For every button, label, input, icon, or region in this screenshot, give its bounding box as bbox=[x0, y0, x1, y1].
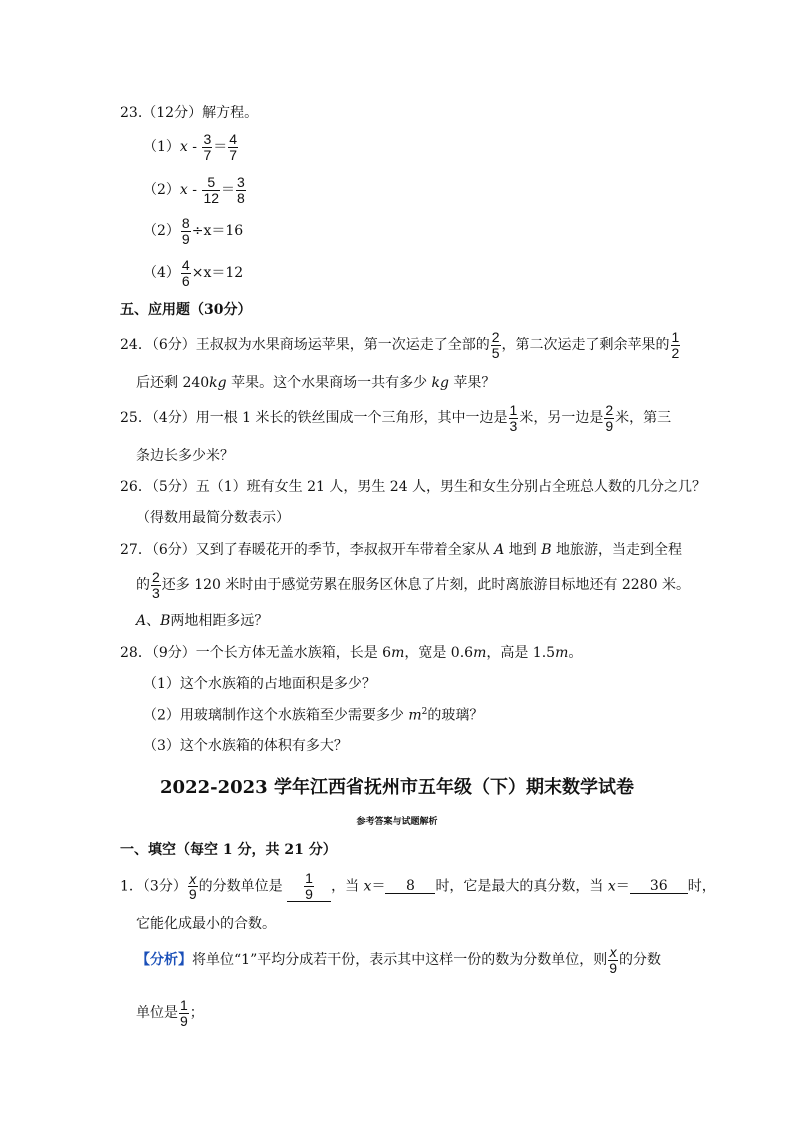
fraction: $\frac{x}{9}$ bbox=[188, 870, 197, 903]
equation-2: （2）x - $\frac{5}{12}$ ＝ $\frac{3}{8}$ bbox=[143, 174, 245, 206]
answer-blank: 36 bbox=[630, 879, 688, 894]
q27-line-3: A、B两地相距多远？ bbox=[136, 613, 269, 629]
answer-blank bbox=[287, 871, 331, 902]
equation-label: （1） bbox=[143, 139, 180, 156]
q24-line-1: 24．（6分）王叔叔为水果商场运苹果，第一次运走了全部的 $\frac{2}{5}$ ，第二次运走了剩余苹果的 $\frac{1}{2}$ bbox=[120, 329, 680, 361]
section-heading: 一、填空（每空 1 分，共 21 分） bbox=[120, 842, 337, 858]
answer-subtitle: 参考答案与试题解析 bbox=[356, 817, 438, 827]
variable-x: x bbox=[179, 182, 188, 199]
analysis-tag: 【分析】 bbox=[136, 952, 192, 969]
q25-line-2: 条边长多少米？ bbox=[136, 448, 234, 464]
variable-x: x bbox=[179, 139, 188, 156]
fraction: $\frac{4}{7}$ bbox=[229, 131, 238, 163]
section-heading: 五、应用题（30分） bbox=[120, 302, 252, 318]
q27-line-1: 27．（6分）又到了春暖花开的季节，李叔叔开车带着全家从 A 地到 B 地旅游，当走到全程 bbox=[120, 542, 682, 558]
q27-line-2: 的 $\frac{2}{3}$ 还多 120 米时由于感觉劳累在服务区休息了片刻，此时离旅游目标地还有 2280 米。 bbox=[136, 569, 690, 601]
fraction: $\frac{1}{9}$ bbox=[305, 870, 313, 902]
q24-line-2: 后还剩 240kg 苹果。这个水果商场一共有多少 kg 苹果？ bbox=[136, 375, 496, 391]
fraction: $\frac{2}{5}$ bbox=[491, 329, 500, 361]
equation-1: （1）x - $\frac{3}{7}$ ＝ $\frac{4}{7}$ bbox=[143, 131, 238, 163]
equation-label: （2） bbox=[143, 182, 180, 199]
answer-1-line-2: 它能化成最小的合数。 bbox=[136, 916, 276, 932]
fraction: $\frac{1}{3}$ bbox=[509, 402, 518, 434]
fraction: $\frac{1}{9}$ bbox=[180, 997, 188, 1029]
fraction: $\frac{2}{3}$ bbox=[152, 569, 160, 601]
q28-sub-3: （3）这个水族箱的体积有多大？ bbox=[143, 738, 348, 754]
analysis-line-1: 【分析】将单位“1”平均分成若干份，表示其中这样一份的数为分数单位，则 $\frac{x}{9}$ 的分数 bbox=[136, 944, 662, 976]
analysis-line-2: 单位是 $\frac{1}{9}$ ； bbox=[136, 997, 204, 1029]
equation-label: （2） bbox=[143, 223, 180, 240]
answer-title: 2022-2023 学年江西省抚州市五年级（下）期末数学试卷 bbox=[160, 777, 634, 798]
q28-sub-1: （1）这个水族箱的占地面积是多少？ bbox=[143, 676, 376, 692]
q23-heading: 23.（12分）解方程。 bbox=[120, 105, 259, 121]
answer-blank: 8 bbox=[385, 879, 435, 894]
fraction: $\frac{8}{9}$ bbox=[181, 215, 190, 247]
q28-line-1: 28．（9分）一个长方体无盖水族箱，长是 6m，宽是 0.6m，高是 1.5m。 bbox=[120, 645, 583, 661]
equation-3: （2） $\frac{8}{9}$ ÷x＝16 bbox=[143, 215, 244, 247]
fraction: $\frac{3}{8}$ bbox=[237, 174, 245, 206]
fraction: $\frac{3}{7}$ bbox=[203, 131, 212, 163]
fraction: $\frac{1}{2}$ bbox=[671, 329, 680, 361]
equation-label: （4） bbox=[143, 265, 180, 282]
fraction: $\frac{x}{9}$ bbox=[609, 944, 618, 976]
fraction: $\frac{2}{9}$ bbox=[605, 402, 614, 434]
q26-line-1: 26．（5分）五（1）班有女生 21 人，男生 24 人，男生和女生分别占全班总人数的几分之几？ bbox=[120, 479, 707, 495]
answer-1-line-1: 1．（3分） $\frac{x}{9}$ 的分数单位是 $\frac{1}{9}$ ，当 x＝ 8 时，它是最大的真分数，当 x＝ 36 时， bbox=[120, 870, 716, 903]
q25-line-1: 25．（4分）用一根 1 米长的铁丝围成一个三角形，其中一边是 $\frac{1}{3}$ 米，另一边是 $\frac{2}{9}$ 米，第三 bbox=[120, 402, 672, 434]
q26-line-2: （得数用最简分数表示） bbox=[136, 510, 290, 526]
q28-sub-2: （2）用玻璃制作这个水族箱至少需要多少 $m^2$的玻璃？ bbox=[143, 707, 484, 724]
fraction: $\frac{5}{12}$ bbox=[203, 174, 220, 206]
fraction: $\frac{4}{6}$ bbox=[181, 257, 190, 289]
equation-4: （4） $\frac{4}{6}$ ×x＝12 bbox=[143, 257, 244, 289]
